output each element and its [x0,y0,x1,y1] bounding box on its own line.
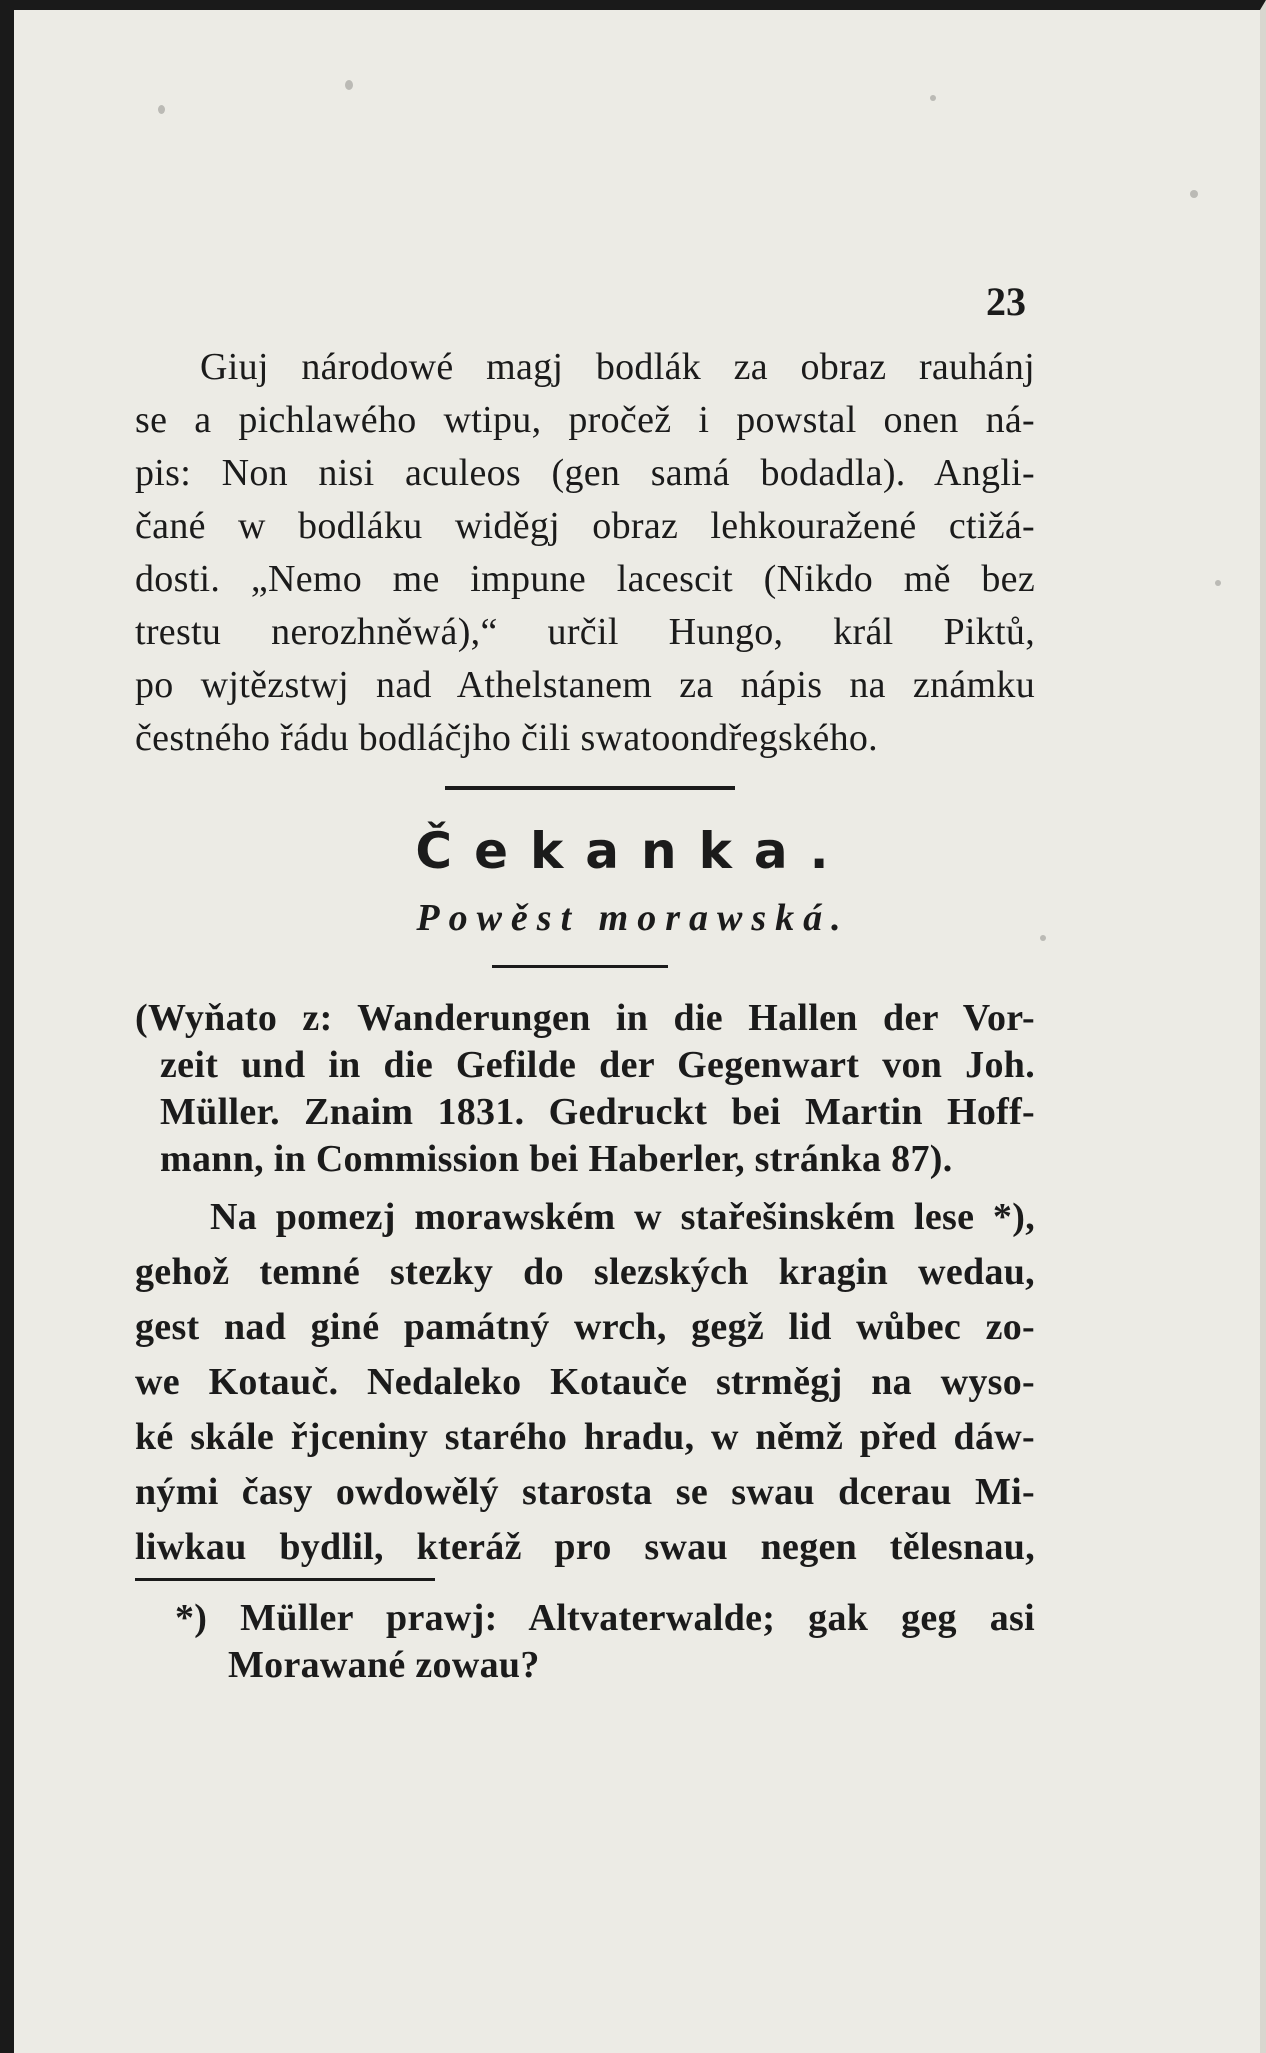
text-line: Morawané zowau? [228,1644,540,1686]
text-line: Giuj národowé magj bodlák za obraz rauhánj [200,346,1035,388]
paper-speck [930,95,936,101]
text-line: zeit und in die Gefilde der Gegenwart von Joh. [160,1044,1035,1086]
text-line: nými časy owdowělý starosta se swau dcerau Mi- [135,1471,1035,1513]
text-line: se a pichlawého wtipu, pročež i powstal onen ná- [135,399,1035,441]
subtitle-rule [492,965,668,968]
text-line: po wjtězstwj nad Athelstanem za nápis na známku [135,664,1035,706]
paper-speck [158,105,165,114]
text-line: (Wyňato z: Wanderungen in die Hallen der Vor- [135,997,1035,1039]
text-line: gest nad giné památný wrch, gegž lid wůbec zo- [135,1306,1035,1348]
text-line: gehož temné stezky do slezských kragin wedau, [135,1251,1035,1293]
section-rule [445,786,735,790]
text-line: pis: Non nisi aculeos (gen samá bodadla). Angli- [135,452,1035,494]
chapter-subtitle: Powěst morawská. [416,897,850,939]
text-line: Na pomezj morawském w stařešinském lese *), [210,1196,1035,1238]
text-line: Müller. Znaim 1831. Gedruckt bei Martin Hoff- [160,1091,1035,1133]
text-line: trestu nerozhněwá),“ určil Hungo, král Piktů, [135,611,1035,653]
paper-speck [345,80,353,90]
text-line: ké skále řjceniny starého hradu, w němž před dáw- [135,1416,1035,1458]
paper-speck [1190,190,1198,198]
chapter-title: Čekanka. [415,822,851,880]
text-line: čestného řádu bodláčjho čili swatoondřegského. [135,717,878,759]
text-line: čané w bodláku widěgj obraz lehkouražené ctižá- [135,505,1035,547]
text-line: dosti. „Nemo me impune lacescit (Nikdo mě bez [135,558,1035,600]
text-line: *) Müller prawj: Altvaterwalde; gak geg asi [175,1597,1035,1639]
page-number: 23 [986,279,1026,324]
paper-speck [1215,580,1221,586]
footnote-rule [135,1578,435,1581]
text-line: mann, in Commission bei Haberler, stránka 87). [160,1138,953,1180]
text-line: liwkau bydlil, kteráž pro swau negen tělesnau, [135,1526,1035,1568]
text-line: we Kotauč. Nedaleko Kotauče strměgj na wyso- [135,1361,1035,1403]
